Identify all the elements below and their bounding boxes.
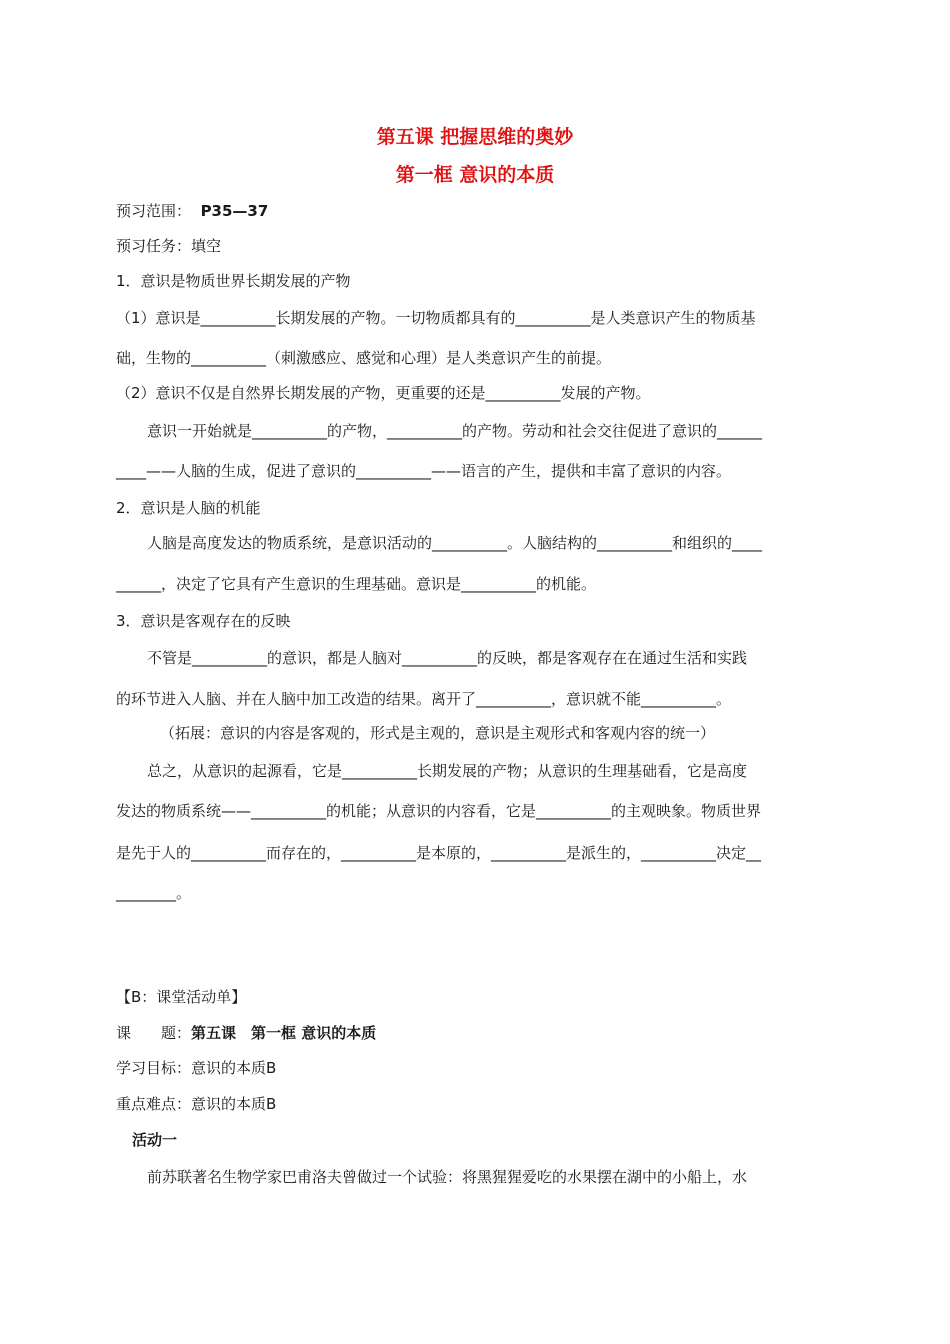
part-b-header: 【B：课堂活动单】	[116, 988, 247, 1006]
topic-label: 课 题：	[116, 1024, 192, 1042]
section3-heading: 3．意识是客观存在的反映	[116, 612, 291, 630]
section3-line2: 的环节进入人脑、并在人脑中加工改造的结果。离开了__________，意识就不能__________。	[116, 690, 732, 708]
section3-line1: 不管是__________的意识，都是人脑对__________的反映，都是客观存在在通过生活和实践	[147, 649, 748, 667]
summary-line4: ________。	[116, 884, 192, 902]
summary-line2: 发达的物质系统——__________的机能；从意识的内容看，它是__________的主观映象。物质世界	[116, 802, 762, 820]
part-b-topic	[116, 1022, 376, 1044]
activity-text: 前苏联著名生物学家巴甫洛夫曾做过一个试验：将黑猩猩爱吃的水果摆在湖中的小船上，水	[147, 1168, 748, 1186]
section2-heading: 2．意识是人脑的机能	[116, 499, 261, 517]
topic-value: 第五课 第一框 意识的本质	[191, 1024, 377, 1042]
summary-line3: 是先于人的__________而存在的，__________是本原的，__________是派生的，__________决定__	[116, 844, 762, 862]
section1-p1-line2: 础，生物的__________（刺激感应、感觉和心理）是人类意识产生的前提。	[116, 349, 612, 367]
preview-task: 预习任务：填空	[116, 237, 222, 255]
preview-range	[116, 200, 268, 222]
preview-range-value: P35—37	[200, 202, 269, 220]
section2-line1: 人脑是高度发达的物质系统，是意识活动的__________。人脑结构的__________和组织的____	[147, 534, 763, 552]
key-difficulty: 重点难点：意识的本质B	[116, 1095, 277, 1113]
lesson-title: 第五课 把握思维的奥妙	[376, 126, 574, 148]
summary-line1: 总之，从意识的起源看，它是__________长期发展的产物；从意识的生理基础看，它是高度	[147, 762, 748, 780]
section-title: 第一框 意识的本质	[395, 164, 555, 186]
section2-line2: ______，决定了它具有产生意识的生理基础。意识是__________的机能。	[116, 575, 597, 593]
section1-p2: （2）意识不仅是自然界长期发展的产物，更重要的还是__________发展的产物。	[116, 384, 651, 402]
section1-p3-line1: 意识一开始就是__________的产物，__________的产物。劳动和社会交往促进了意识的______	[147, 422, 763, 440]
section3-extension: （拓展：意识的内容是客观的，形式是主观的，意识是主观形式和客观内容的统一）	[160, 724, 716, 742]
section1-p1-line1: （1）意识是__________长期发展的产物。一切物质都具有的__________是人类意识产生的物质基	[116, 309, 756, 327]
section1-p3-line2: ____——人脑的生成，促进了意识的__________——语言的产生，提供和丰富了意识的内容。	[116, 462, 732, 480]
learning-goal: 学习目标：意识的本质B	[116, 1059, 277, 1077]
activity-heading: 活动一	[132, 1131, 178, 1149]
section1-heading: 1．意识是物质世界长期发展的产物	[116, 272, 351, 290]
preview-range-label: 预习范围：	[116, 202, 192, 220]
